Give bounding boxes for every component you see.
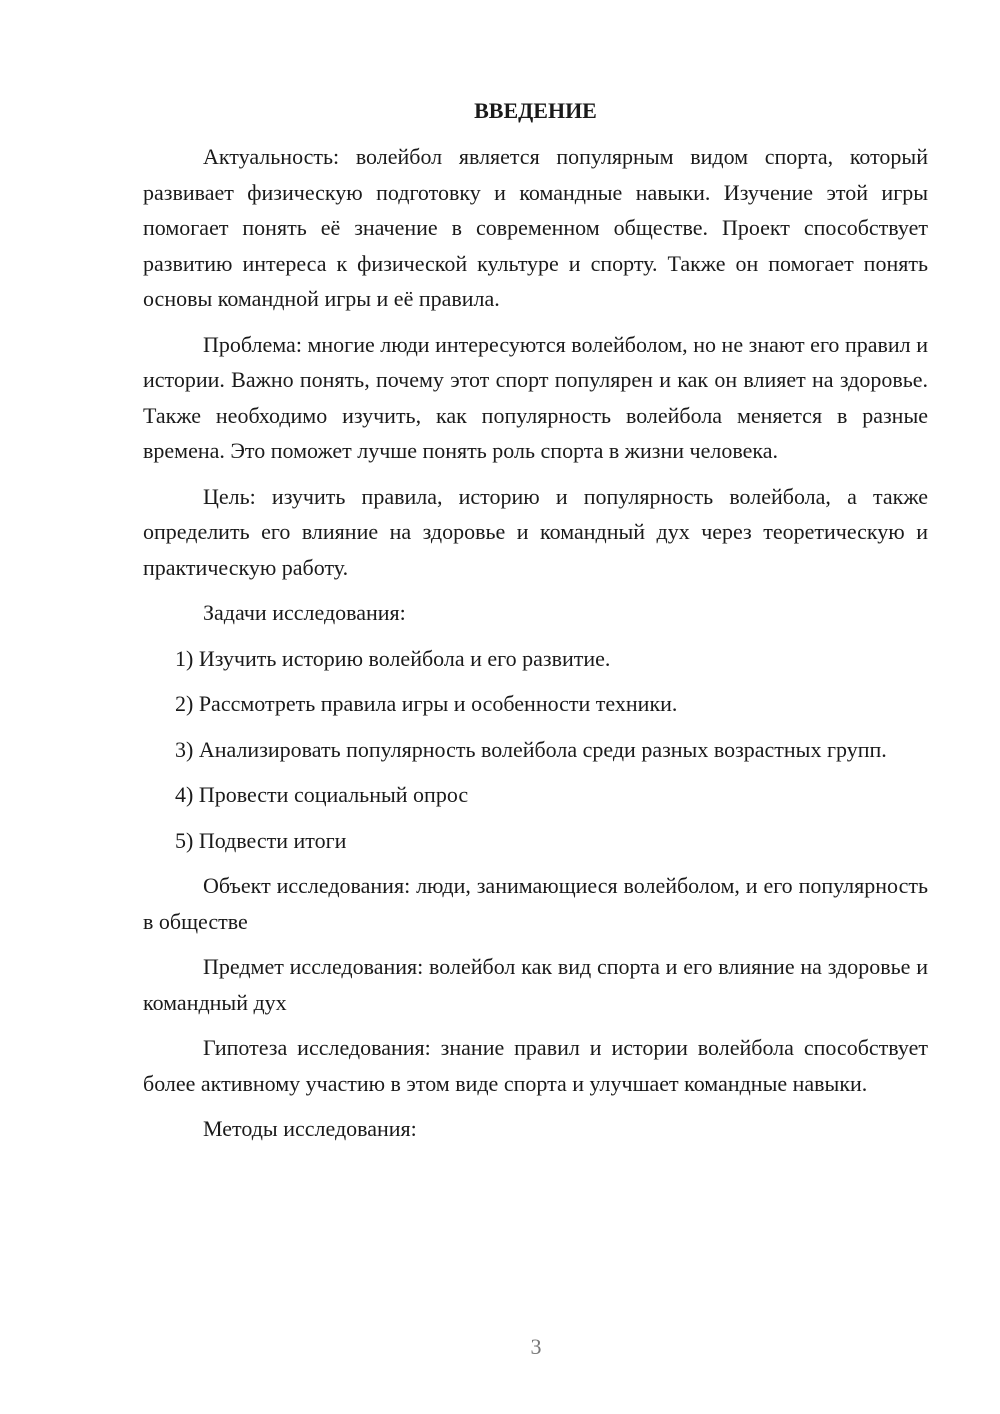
paragraph-object: Объект исследования: люди, занимающиеся волейболом, и его популярность в обществе <box>143 873 928 934</box>
paragraph-methods: Методы исследования: <box>203 1116 417 1141</box>
paragraph-relevance: Актуальность: волейбол является популярным видом спорта, который развивает физическую подготовку и командные навыки. Изучение этой игры помогает понять её значение в современном обществе. Проект способствует развитию интереса к физической культуре и спорту. Также он помогает понять основы командной игры и её правила. <box>143 144 928 311</box>
page-number: 3 <box>530 1334 542 1359</box>
task-item: 2) Рассмотреть правила игры и особенности техники. <box>175 691 678 716</box>
paragraph-problem: Проблема: многие люди интересуются волейболом, но не знают его правил и истории. Важно понять, почему этот спорт популярен и как он влияет на здоровье. Также необходимо изучить, как популярность волейбола меняется в разные времена. Это поможет лучше понять роль спорта в жизни человека. <box>143 331 928 463</box>
paragraph-goal: Цель: изучить правила, историю и популярность волейбола, а также определить его влияние на здоровье и командный дух через теоретическую и практическую работу. <box>143 483 928 580</box>
paragraph-subject: Предмет исследования: волейбол как вид спорта и его влияние на здоровье и командный дух <box>143 954 928 1015</box>
section-title: ВВЕДЕНИЕ <box>474 98 597 123</box>
task-item: 5) Подвести итоги <box>175 827 347 853</box>
task-item: 1) Изучить историю волейбола и его развитие. <box>175 645 611 671</box>
task-item: 3) Анализировать популярность волейбола среди разных возрастных групп. <box>175 736 887 762</box>
paragraph-hypothesis: Гипотеза исследования: знание правил и истории волейбола способствует более активному участию в этом виде спорта и улучшает командные навыки. <box>143 1035 928 1096</box>
page-content <box>143 95 928 1157</box>
paragraph-tasks-heading: Задачи исследования: <box>203 600 406 625</box>
task-item: 4) Провести социальный опрос <box>175 782 469 807</box>
